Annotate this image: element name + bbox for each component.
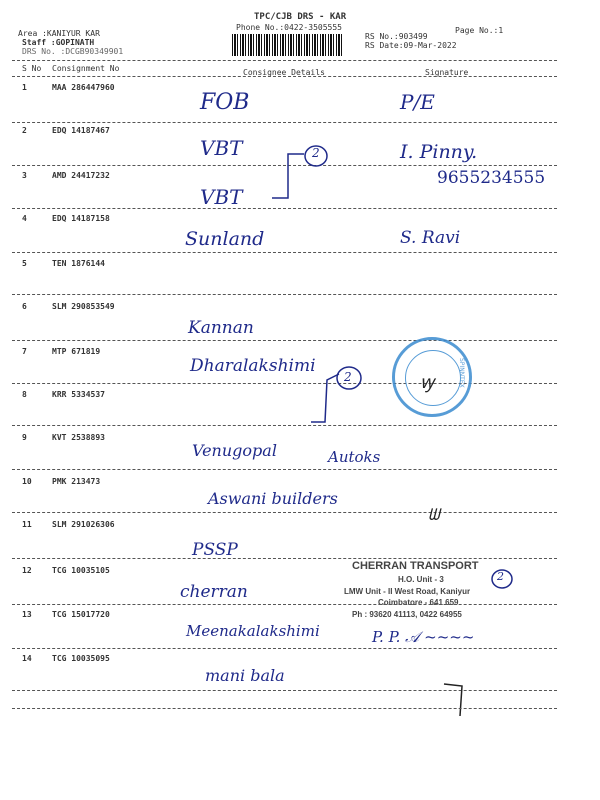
row-divider xyxy=(12,690,557,691)
consignee-handwriting: PSSP xyxy=(192,540,238,560)
consignment-number: MTP 671819 xyxy=(52,347,101,356)
company-stamp-city: Coimbatore - 641 659 xyxy=(378,598,459,607)
phone-number: Phone No.:0422-3505555 xyxy=(236,23,342,32)
row-number: 13 xyxy=(22,610,32,619)
row-divider xyxy=(12,252,557,253)
group-count: 2 xyxy=(497,570,504,583)
signature-scribble: ᗯ xyxy=(428,505,440,524)
consignment-number: KVT 2538893 xyxy=(52,433,105,442)
consignment-number: TCG 10035095 xyxy=(52,654,110,663)
row-number: 4 xyxy=(22,214,27,223)
consignee-handwriting: Venugopal xyxy=(192,441,277,460)
consignment-number: TEN 1876144 xyxy=(52,259,105,268)
column-consignment: Consignment No xyxy=(52,64,120,73)
row-number: 3 xyxy=(22,171,27,180)
consignment-number: PMK 213473 xyxy=(52,477,101,486)
signature-handwriting: Autoks xyxy=(328,448,381,466)
stamp-signature-scribble: ꝡ xyxy=(420,372,434,393)
consignee-handwriting: Aswani builders xyxy=(208,489,338,508)
document-title: TPC/CJB DRS - KAR xyxy=(254,12,347,22)
group-count: 2 xyxy=(312,146,320,160)
consignment-number: SLM 291026306 xyxy=(52,520,115,529)
consignment-number: EDQ 14187467 xyxy=(52,126,110,135)
consignment-number: KRR 5334537 xyxy=(52,390,105,399)
row-number: 8 xyxy=(22,390,27,399)
signature-handwriting: S. Ravi xyxy=(400,228,461,248)
signature-scribble: P. P. 𝒜 ~~~~ xyxy=(372,628,475,646)
drs-number: DRS No. :DCGB90349901 xyxy=(22,47,124,56)
row-divider xyxy=(12,469,557,470)
row-number: 10 xyxy=(22,477,32,486)
company-stamp-address: LMW Unit - II West Road, Kaniyur xyxy=(344,587,471,596)
page-number: Page No.:1 xyxy=(455,26,504,35)
consignment-number: MAA 286447960 xyxy=(52,83,115,92)
row-divider xyxy=(12,648,557,649)
table-bottom-divider xyxy=(12,708,557,709)
row-divider xyxy=(12,604,557,605)
row-number: 9 xyxy=(22,433,27,442)
consignee-handwriting: Dharalakshimi xyxy=(190,356,316,376)
company-stamp-name: CHERRAN TRANSPORT xyxy=(352,560,479,572)
row-number: 1 xyxy=(22,83,27,92)
column-sno: S No xyxy=(22,64,42,73)
consignment-number: SLM 290853549 xyxy=(52,302,115,311)
row-number: 6 xyxy=(22,302,27,311)
consignee-handwriting: mani bala xyxy=(205,666,285,685)
consignee-handwriting: Meenakalakshimi xyxy=(186,622,320,640)
row-number: 12 xyxy=(22,566,32,575)
consignment-number: TCG 10035105 xyxy=(52,566,110,575)
row-divider xyxy=(12,122,557,123)
rs-date: RS Date:09-Mar-2022 xyxy=(365,41,457,50)
grouping-bracket xyxy=(268,140,338,210)
consignment-number: AMD 24417232 xyxy=(52,171,110,180)
barcode-image xyxy=(232,34,344,56)
signature-handwriting: P/E xyxy=(400,90,435,114)
row-number: 2 xyxy=(22,126,27,135)
signature-handwriting: I. Pinny. xyxy=(400,141,478,163)
column-signature: Signature xyxy=(425,68,469,77)
row-number: 11 xyxy=(22,520,32,529)
company-stamp-office: H.O. Unit - 3 xyxy=(398,575,444,584)
consignee-handwriting: Kannan xyxy=(188,318,254,338)
header-divider-top xyxy=(12,60,557,61)
group-count: 2 xyxy=(344,370,352,384)
consignee-handwriting: VBT xyxy=(200,185,243,209)
row-divider xyxy=(12,558,557,559)
phone-handwriting: 9655234555 xyxy=(437,168,546,188)
row-number: 7 xyxy=(22,347,27,356)
company-seal-stamp: SPINNTEX xyxy=(392,337,472,417)
row-divider xyxy=(12,512,557,513)
row-number: 14 xyxy=(22,654,32,663)
consignee-handwriting: VBT xyxy=(200,136,243,160)
consignment-number: EDQ 14187158 xyxy=(52,214,110,223)
row-divider xyxy=(12,340,557,341)
rs-number: RS No.:903499 xyxy=(365,32,428,41)
grouping-bracket xyxy=(305,358,375,430)
consignment-number: TCG 15017720 xyxy=(52,610,110,619)
row-divider xyxy=(12,383,557,384)
row-number: 5 xyxy=(22,259,27,268)
signature-mark xyxy=(440,680,470,720)
row-divider xyxy=(12,294,557,295)
header-divider-bottom xyxy=(12,76,557,77)
consignee-handwriting: FOB xyxy=(200,90,250,115)
row-divider xyxy=(12,425,557,426)
consignee-handwriting: Sunland xyxy=(185,228,265,250)
area-label: Area :KANIYUR KAR xyxy=(18,29,100,38)
company-stamp-phone: Ph : 93620 41113, 0422 64955 xyxy=(352,610,462,619)
column-consignee: Consignee Details xyxy=(243,68,325,77)
staff-label: Staff :GOPINATH xyxy=(22,38,95,47)
consignee-handwriting: cherran xyxy=(180,582,248,602)
